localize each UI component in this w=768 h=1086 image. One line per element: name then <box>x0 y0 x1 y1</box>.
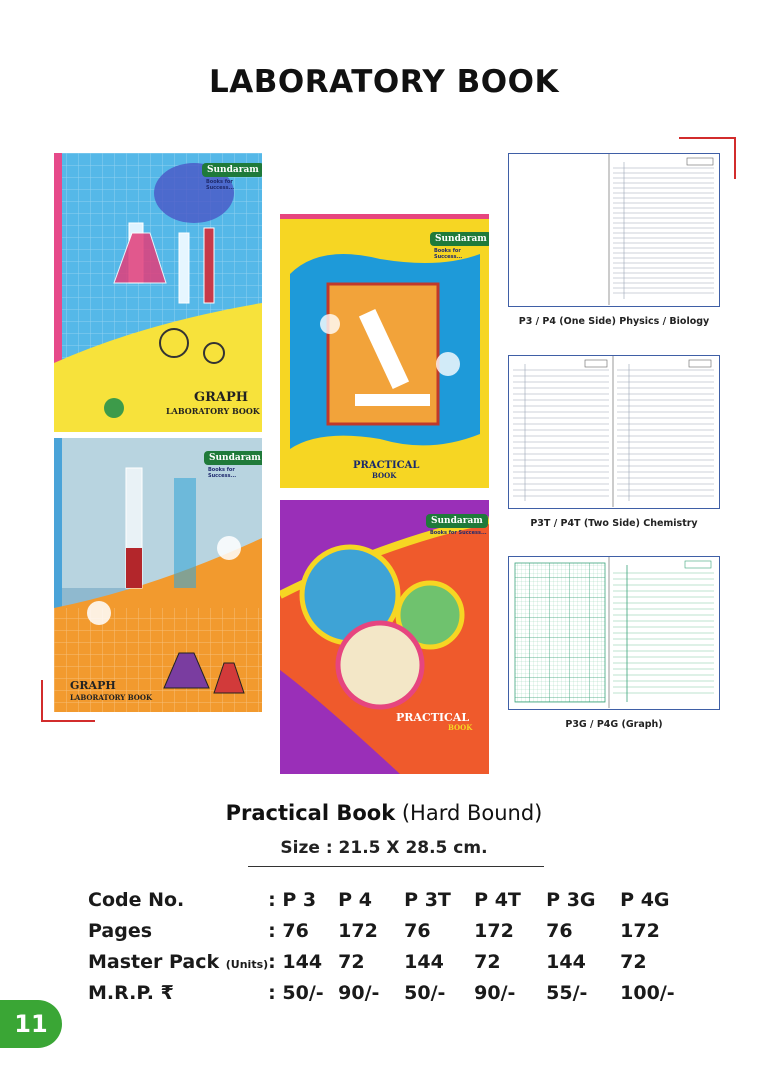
cover-practical-orange-art <box>280 500 489 774</box>
table-row <box>88 884 690 915</box>
brand-logo: Sundaram <box>426 514 488 528</box>
brand-tagline: Books for Success... <box>430 530 487 536</box>
page-title: LABORATORY BOOK <box>209 64 559 100</box>
row-label: Master Pack <box>88 950 220 973</box>
table-cell: 76 <box>546 919 573 942</box>
row-label: M.R.P. ₹ <box>88 981 174 1004</box>
sheet-two-side-lines <box>509 356 718 507</box>
cover-title: GRAPH <box>70 679 116 692</box>
cover-subtitle: BOOK <box>372 471 397 480</box>
cover-subtitle: LABORATORY BOOK <box>166 406 260 416</box>
cover-title: GRAPH <box>194 390 249 405</box>
sheet-preview-one-side <box>508 153 720 307</box>
sheet-preview-two-side <box>508 355 720 509</box>
cover-title: PRACTICAL <box>353 460 420 471</box>
product-size: Size : 21.5 X 28.5 cm. <box>280 838 488 858</box>
table-row <box>88 915 690 946</box>
table-cell: : 50/- <box>268 981 324 1004</box>
sheet-preview-graph <box>508 556 720 710</box>
product-binding: (Hard Bound) <box>401 801 543 825</box>
cover-subtitle: BOOK <box>448 723 473 732</box>
cover-subtitle: LABORATORY BOOK <box>70 693 153 702</box>
table-cell: 100/- <box>620 981 675 1004</box>
caption-graph: P3G / P4G (Graph) <box>565 719 663 730</box>
page-number: 11 <box>0 1000 62 1048</box>
row-label: Code No. <box>88 888 185 911</box>
table-cell: 144 <box>546 950 586 973</box>
cover-title: PRACTICAL <box>396 711 470 724</box>
sheet-graph-lines <box>509 557 718 708</box>
table-cell: : 144 <box>268 950 323 973</box>
brand-tagline: Books for Success... <box>434 248 463 260</box>
table-cell: P 4T <box>474 888 521 911</box>
table-cell: P 4G <box>620 888 670 911</box>
table-row <box>88 977 690 1008</box>
table-cell: 172 <box>338 919 378 942</box>
table-cell: 90/- <box>338 981 380 1004</box>
table-cell: 50/- <box>404 981 446 1004</box>
product-heading <box>0 801 768 825</box>
brand-logo: Sundaram <box>430 232 489 246</box>
product-name: Practical Book <box>225 801 396 825</box>
brand-tagline: Books for Success... <box>206 179 235 191</box>
table-cell: 72 <box>338 950 365 973</box>
cover-graph-lab-book-top <box>54 153 262 432</box>
table-cell: P 3T <box>404 888 451 911</box>
table-cell: 55/- <box>546 981 588 1004</box>
table-cell: 144 <box>404 950 444 973</box>
table-cell: 172 <box>620 919 660 942</box>
brand-logo: Sundaram <box>204 451 262 465</box>
table-cell: : P 3 <box>268 888 317 911</box>
table-cell: 72 <box>474 950 501 973</box>
spec-table <box>88 884 690 1008</box>
table-cell: : 76 <box>268 919 309 942</box>
brand-tagline: Books for Success... <box>208 467 237 479</box>
cover-practical-book-yellow <box>280 214 489 488</box>
cover-graph-lab-book-bottom <box>54 438 262 712</box>
table-cell: 90/- <box>474 981 516 1004</box>
table-row <box>88 946 690 977</box>
caption-two-side: P3T / P4T (Two Side) Chemistry <box>530 518 698 529</box>
sheet-one-side-lines <box>509 154 718 305</box>
caption-one-side: P3 / P4 (One Side) Physics / Biology <box>518 316 710 327</box>
cover-graph-bottom-art <box>54 438 262 712</box>
table-cell: P 4 <box>338 888 372 911</box>
table-cell: 172 <box>474 919 514 942</box>
cover-practical-book-orange <box>280 500 489 774</box>
brand-logo: Sundaram <box>202 163 262 177</box>
row-label: Pages <box>88 919 153 942</box>
table-cell: 72 <box>620 950 647 973</box>
size-divider <box>248 866 544 867</box>
table-cell: P 3G <box>546 888 596 911</box>
row-label-unit: (Units) <box>225 957 269 971</box>
table-cell: 76 <box>404 919 431 942</box>
